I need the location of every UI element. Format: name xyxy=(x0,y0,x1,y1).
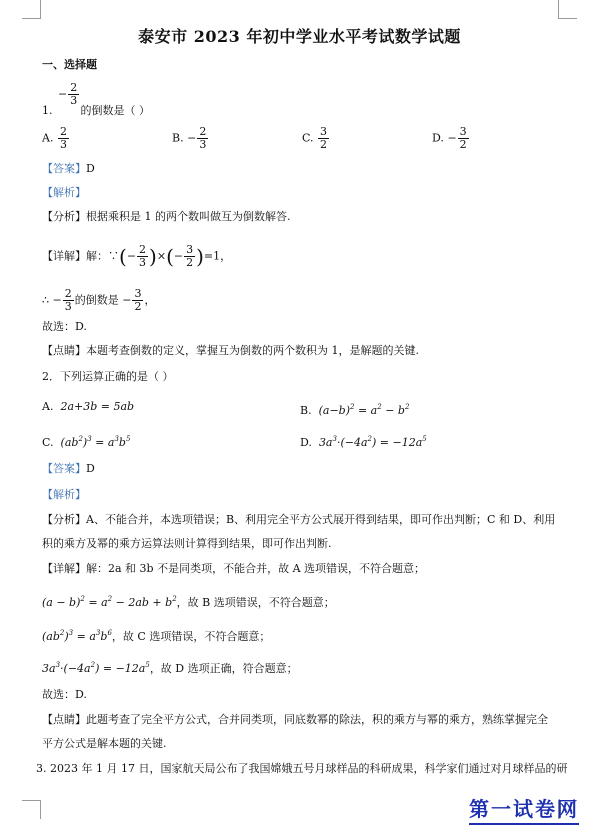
crop-mark-top-left xyxy=(22,0,41,19)
q1-analysis-tag: 【解析】 xyxy=(42,186,86,199)
q2-option-b: B. $(a-b)^2 = a^2 - b^2$ xyxy=(300,403,410,417)
q2-detail-line2: $(a - b)^2 = a^2 - 2ab + b^2$，故 B 选项错误，不符合题意； xyxy=(42,595,335,609)
q2-dianjing-line1: 【点睛】此题考查了完全平方公式，合并同类项，同底数幂的除法，积的乘方与幂的乘方，熟练掌握完全 xyxy=(42,713,548,726)
q1-conclusion: 故选：D. xyxy=(42,320,87,333)
q2-detail-line4: $3a^3\cdot(-4a^2) = -12a^5$，故 D 选项正确，符合题意； xyxy=(42,661,298,675)
q2-option-c: C. $(ab^2)^3 = a^3b^5$ xyxy=(42,435,131,449)
q1-option-d: D. − $\frac{3}{2}$ xyxy=(432,125,467,151)
q1-detail: 【详解】解：∵(− $\frac{2}{3}$ )×(− $\frac{3}{2}$ )=1， xyxy=(42,243,232,269)
crop-mark-bottom-left xyxy=(22,800,41,819)
q2-dianjing-line2: 平方公式是解本题的关键. xyxy=(42,737,167,750)
q1-stem: 1. 的倒数是（ ） xyxy=(42,104,150,117)
q1-option-c: C. $\frac{3}{2}$ xyxy=(302,125,328,151)
q2-option-d: D. $3a^3\cdot(-4a^2) = -12a^5$ xyxy=(300,435,427,449)
q2-fenxi-line2: 积的乘方及幂的乘方运算法则计算得到结果，即可作出判断. xyxy=(42,537,332,550)
watermark-logo: 第一试卷网 xyxy=(469,793,579,825)
q3-stem: 3. 2023 年 1 月 17 日，国家航天局公布了我国嫦娥五号月球样品的科研成果，科学家们通过对月球样品的研 xyxy=(36,762,568,775)
crop-mark-top-right xyxy=(558,0,577,19)
q1-answer: 【答案】D xyxy=(42,162,95,175)
q1-option-a: A. $\frac{2}{3}$ xyxy=(42,125,67,151)
q1-dianjing: 【点睛】本题考查倒数的定义，掌握互为倒数的两个数积为 1，是解题的关键. xyxy=(42,344,419,357)
q1-therefore: ∴ − $\frac{2}{3}$ 的倒数是 − $\frac{3}{2}$ ， xyxy=(42,287,156,313)
q2-detail-line3: $(ab^2)^3 = a^3b^6$，故 C 选项错误，不符合题意； xyxy=(42,629,271,643)
q2-stem: 2．下列运算正确的是（ ） xyxy=(42,370,174,383)
q2-conclusion: 故选：D. xyxy=(42,688,87,701)
page-title: 泰安市 2023 年初中学业水平考试数学试题 xyxy=(138,27,461,46)
q1-option-b: B. − $\frac{2}{3}$ xyxy=(172,125,207,151)
q2-answer: 【答案】D xyxy=(42,462,95,475)
section-heading: 一、选择题 xyxy=(42,58,97,71)
q1-fraction-above: − $\frac{2}{3}$ xyxy=(58,81,78,107)
q2-detail-line1: 【详解】解：2a 和 3b 不是同类项，不能合并，故 A 选项错误，不符合题意； xyxy=(42,562,426,575)
q2-fenxi-line1: 【分析】A、不能合并，本选项错误；B、利用完全平方公式展开得到结果，即可作出判断；C 和 D、利用 xyxy=(42,513,556,526)
q2-analysis-tag: 【解析】 xyxy=(42,488,86,501)
q1-fenxi: 【分析】根据乘积是 1 的两个数叫做互为倒数解答. xyxy=(42,210,291,223)
q2-option-a: A. 2a+3b = 5ab xyxy=(42,400,135,413)
